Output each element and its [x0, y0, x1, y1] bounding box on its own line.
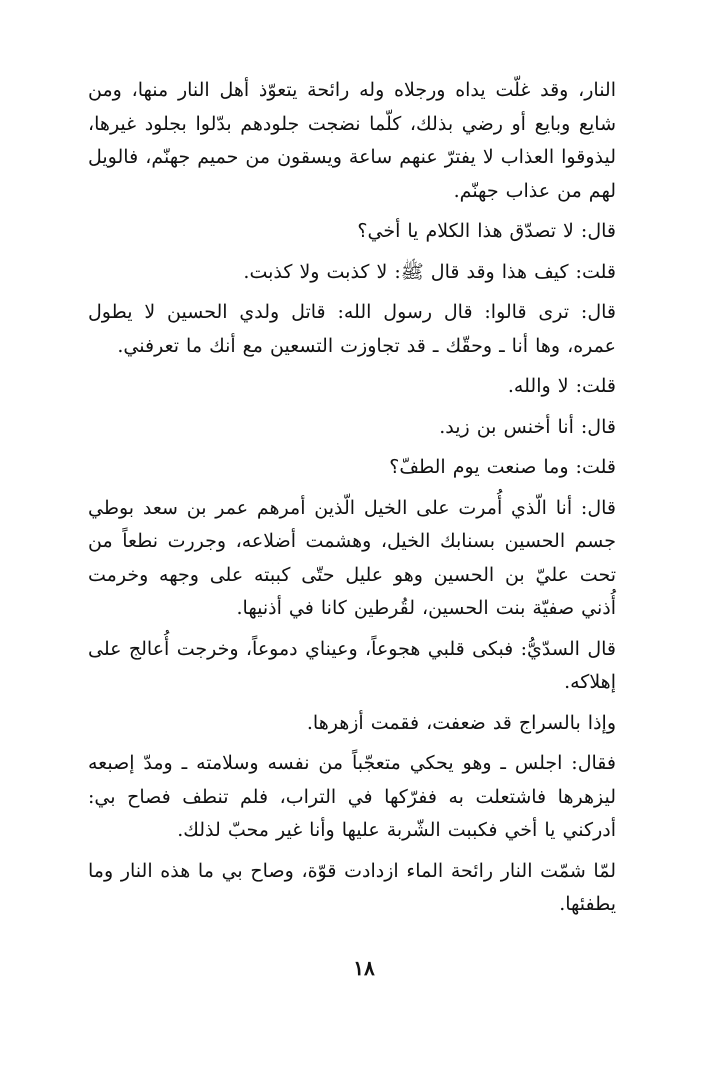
- paragraph-5: قلت: لا والله.: [507, 375, 616, 397]
- paragraph-4: قال: ترى قالوا: قال رسول الله: قاتل ولدي الحسين لا يطول عمره، وها أنا ـ وحقّك ـ قد تجاوزت التسعين مع أنك ما تعرفني.: [88, 301, 616, 357]
- page-number: ١٨: [353, 956, 375, 980]
- paragraph-3: قلت: كيف هذا وقد قال ﷺ: لا كذبت ولا كذبت.: [243, 260, 616, 283]
- paragraph-2: قال: لا تصدّق هذا الكلام يا أخي؟: [357, 220, 616, 242]
- paragraph-8: قال: أنا الّذي أُمرت على الخيل الّذين أمرهم عمر بن سعد بوطي جسم الحسين بسنابك الخيل، وهشمت أضلاعه، وجررت نطعاً من تحت عليّ بن الحسين وهو عليل حتّى كببته على وجهه وخرمت أُذني صفيّة بنت الحسين، لقُرطين كانا في أذنيها.: [88, 496, 616, 619]
- paragraph-11: فقال: اجلس ـ وهو يحكي متعجّباً من نفسه وسلامته ـ ومدّ إصبعه ليزهرها فاشتعلت به ففرّكها في التراب، فلم تنطف فصاح بي: أدركني يا أخي فكببت الشّربة عليها وأنا غير محبّ لذلك.: [88, 752, 616, 841]
- paragraph-7: قلت: وما صنعت يوم الطفّ؟: [389, 456, 616, 478]
- paragraph-10: وإذا بالسراج قد ضعفت، فقمت أزهرها.: [306, 711, 616, 734]
- paragraph-9: قال السدّيُّ: فبكى قلبي هجوعاً، وعيناي دموعاً، وخرجت أُعالج على إهلاكه.: [88, 637, 616, 693]
- paragraph-1: النار، وقد غلّت يداه ورجلاه وله رائحة يتعوّذ أهل النار منها، ومن شايع وبايع أو رضي بذلك، كلّما نضجت جلودهم بدّلوا بجلود غيرها، ليذوقوا العذاب لا يفترّ عنهم ساعة ويسقون من حميم جهنّم، فالويل لهم من عذاب جهنّم.: [88, 79, 616, 202]
- paragraph-6: قال: أنا أخنس بن زيد.: [439, 415, 616, 438]
- paragraph-12: لمّا شمّت النار رائحة الماء ازدادت قوّة، وصاح بي ما هذه النار وما يطفئها.: [88, 859, 616, 915]
